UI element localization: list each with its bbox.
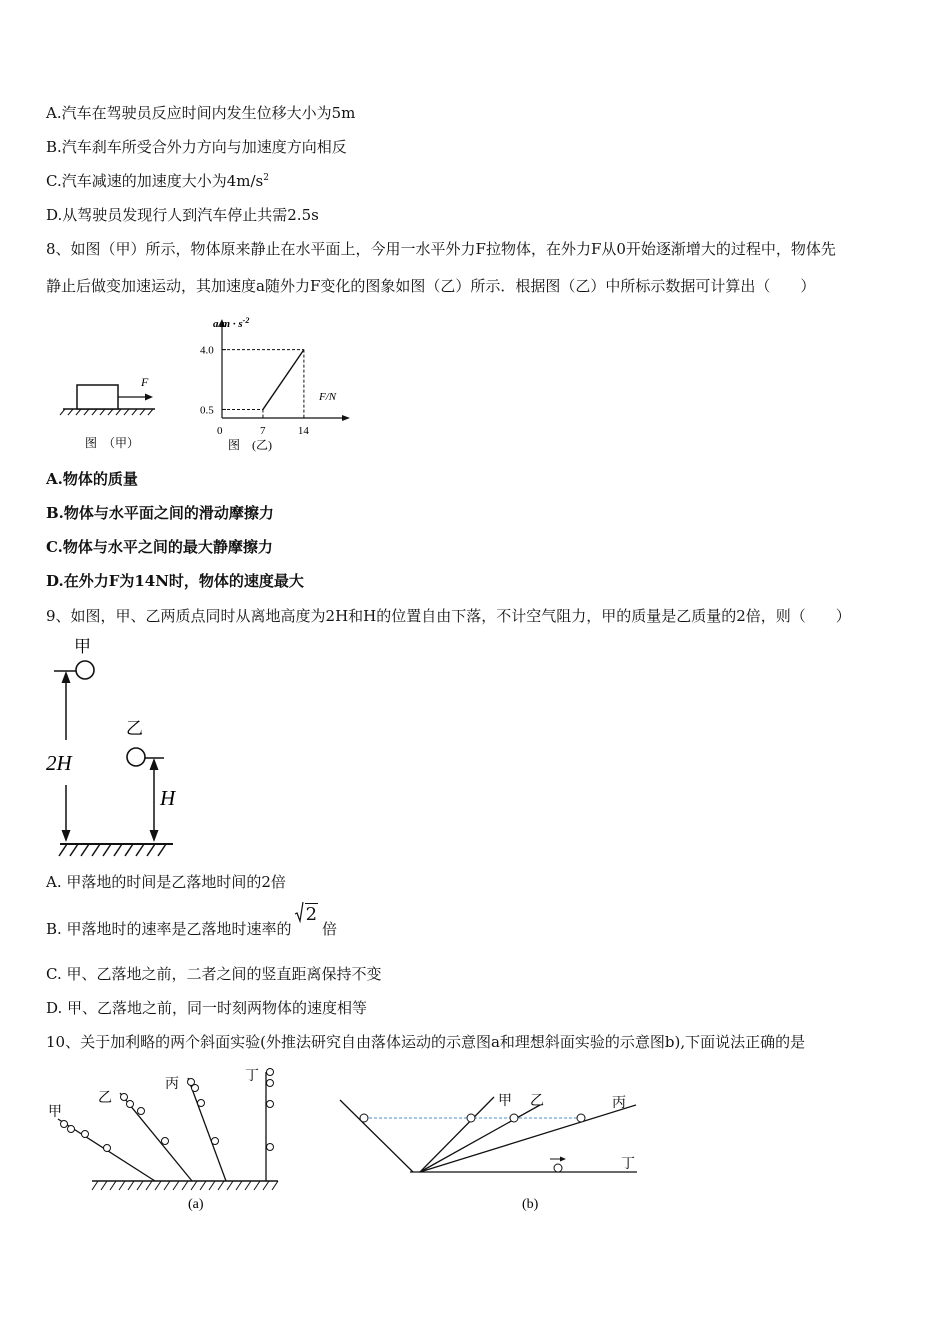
q10b-label-yi: 乙: [530, 1094, 544, 1109]
y-axis-label-text: a/m · s: [213, 318, 243, 330]
q9-figure: [40, 630, 190, 860]
y-tick-label-0: 4.0: [200, 344, 214, 357]
q8-fig-jia-caption: 图 （甲）: [85, 436, 140, 450]
q9-stem: 9、如图，甲、乙两质点同时从离地高度为2H和H的位置自由下落，不计空气阻力，甲的质量是乙质量的2倍，则（ ）: [46, 607, 851, 625]
q10a-label-jia: 甲: [48, 1105, 62, 1120]
q9-option-d: D. 甲、乙落地之前，同一时刻两物体的速度相等: [46, 999, 368, 1017]
q7-option-c-sup: 2: [263, 173, 269, 183]
y-axis-label: [213, 316, 249, 330]
q10a-label-bing: 丙: [165, 1077, 179, 1092]
q10b-caption: (b): [522, 1197, 539, 1212]
q10-stem: 10、关于加利略的两个斜面实验(外推法研究自由落体运动的示意图a和理想斜面实验的示意图b),下面说法正确的是: [46, 1033, 806, 1051]
q9-label-2h: 2H: [46, 751, 72, 775]
q9-option-b-sqrt: [296, 904, 318, 925]
q9-label-h: H: [160, 786, 176, 810]
q10a-label-ding: 丁: [245, 1069, 259, 1084]
q10b-label-ding: 丁: [621, 1157, 635, 1172]
q8-option-a: A.物体的质量: [46, 470, 138, 488]
x-tick-label-1: 14: [297, 425, 309, 437]
q8-option-d: D.在外力F为14N时，物体的速度最大: [46, 572, 304, 590]
origin-label: 0: [217, 425, 223, 437]
q8-stem-line1: 8、如图（甲）所示，物体原来静止在水平面上，今用一水平外力F拉物体，在外力F从0开始逐渐增大的过程中，物体先: [46, 240, 836, 258]
q7-option-c: [46, 170, 269, 191]
q8-fig-yi-caption: 图 (乙): [228, 438, 272, 452]
y-tick-label-1: 0.5: [200, 404, 214, 417]
q10b-label-jia: 甲: [498, 1094, 512, 1109]
q9-label-jia: 甲: [74, 637, 91, 656]
y-axis-label-sup: -2: [242, 316, 250, 325]
q9-option-b-radicand: 2: [305, 904, 318, 925]
q8-stem-line2: 静止后做变加速运动，其加速度a随外力F变化的图象如图（乙）所示．根据图（乙）中所标示数据可计算出（ ）: [46, 277, 816, 295]
q10-figure-b: [330, 1075, 650, 1220]
q8-figure-jia: [55, 368, 165, 453]
q10a-caption: (a): [188, 1197, 204, 1212]
q7-option-c-text: C.汽车减速的加速度大小为4m/s: [46, 172, 264, 190]
x-tick-label-0: 7: [259, 425, 266, 437]
q8-figure-yi: [195, 310, 355, 455]
ball-yi: [127, 748, 145, 766]
q7-option-b: B.汽车刹车所受合外力方向与加速度方向相反: [46, 138, 347, 156]
q10a-label-yi: 乙: [98, 1091, 112, 1106]
x-axis-label: F/N: [319, 391, 337, 403]
q8-option-c: C.物体与水平之间的最大静摩擦力: [46, 538, 273, 556]
data-line: [263, 350, 304, 410]
q10b-label-bing: 丙: [612, 1096, 626, 1111]
q8-force-label: F: [141, 375, 149, 389]
q9-option-a: A. 甲落地的时间是乙落地时间的2倍: [46, 873, 286, 891]
ball-jia: [76, 661, 94, 679]
q8-option-b: B.物体与水平面之间的滑动摩擦力: [46, 504, 274, 522]
q9-option-c: C. 甲、乙落地之前，二者之间的竖直距离保持不变: [46, 965, 382, 983]
q7-option-d: D.从驾驶员发现行人到汽车停止共需2.5s: [46, 206, 319, 224]
q10-figure-a: [40, 1060, 290, 1220]
q9-label-yi: 乙: [126, 719, 143, 738]
q9-option-b-pre: B. 甲落地时的速率是乙落地时速率的: [46, 920, 292, 938]
q9-option-b-post: 倍: [322, 920, 338, 938]
q9-option-b: [46, 904, 337, 938]
q7-option-a: A.汽车在驾驶员反应时间内发生位移大小为5m: [46, 104, 356, 122]
